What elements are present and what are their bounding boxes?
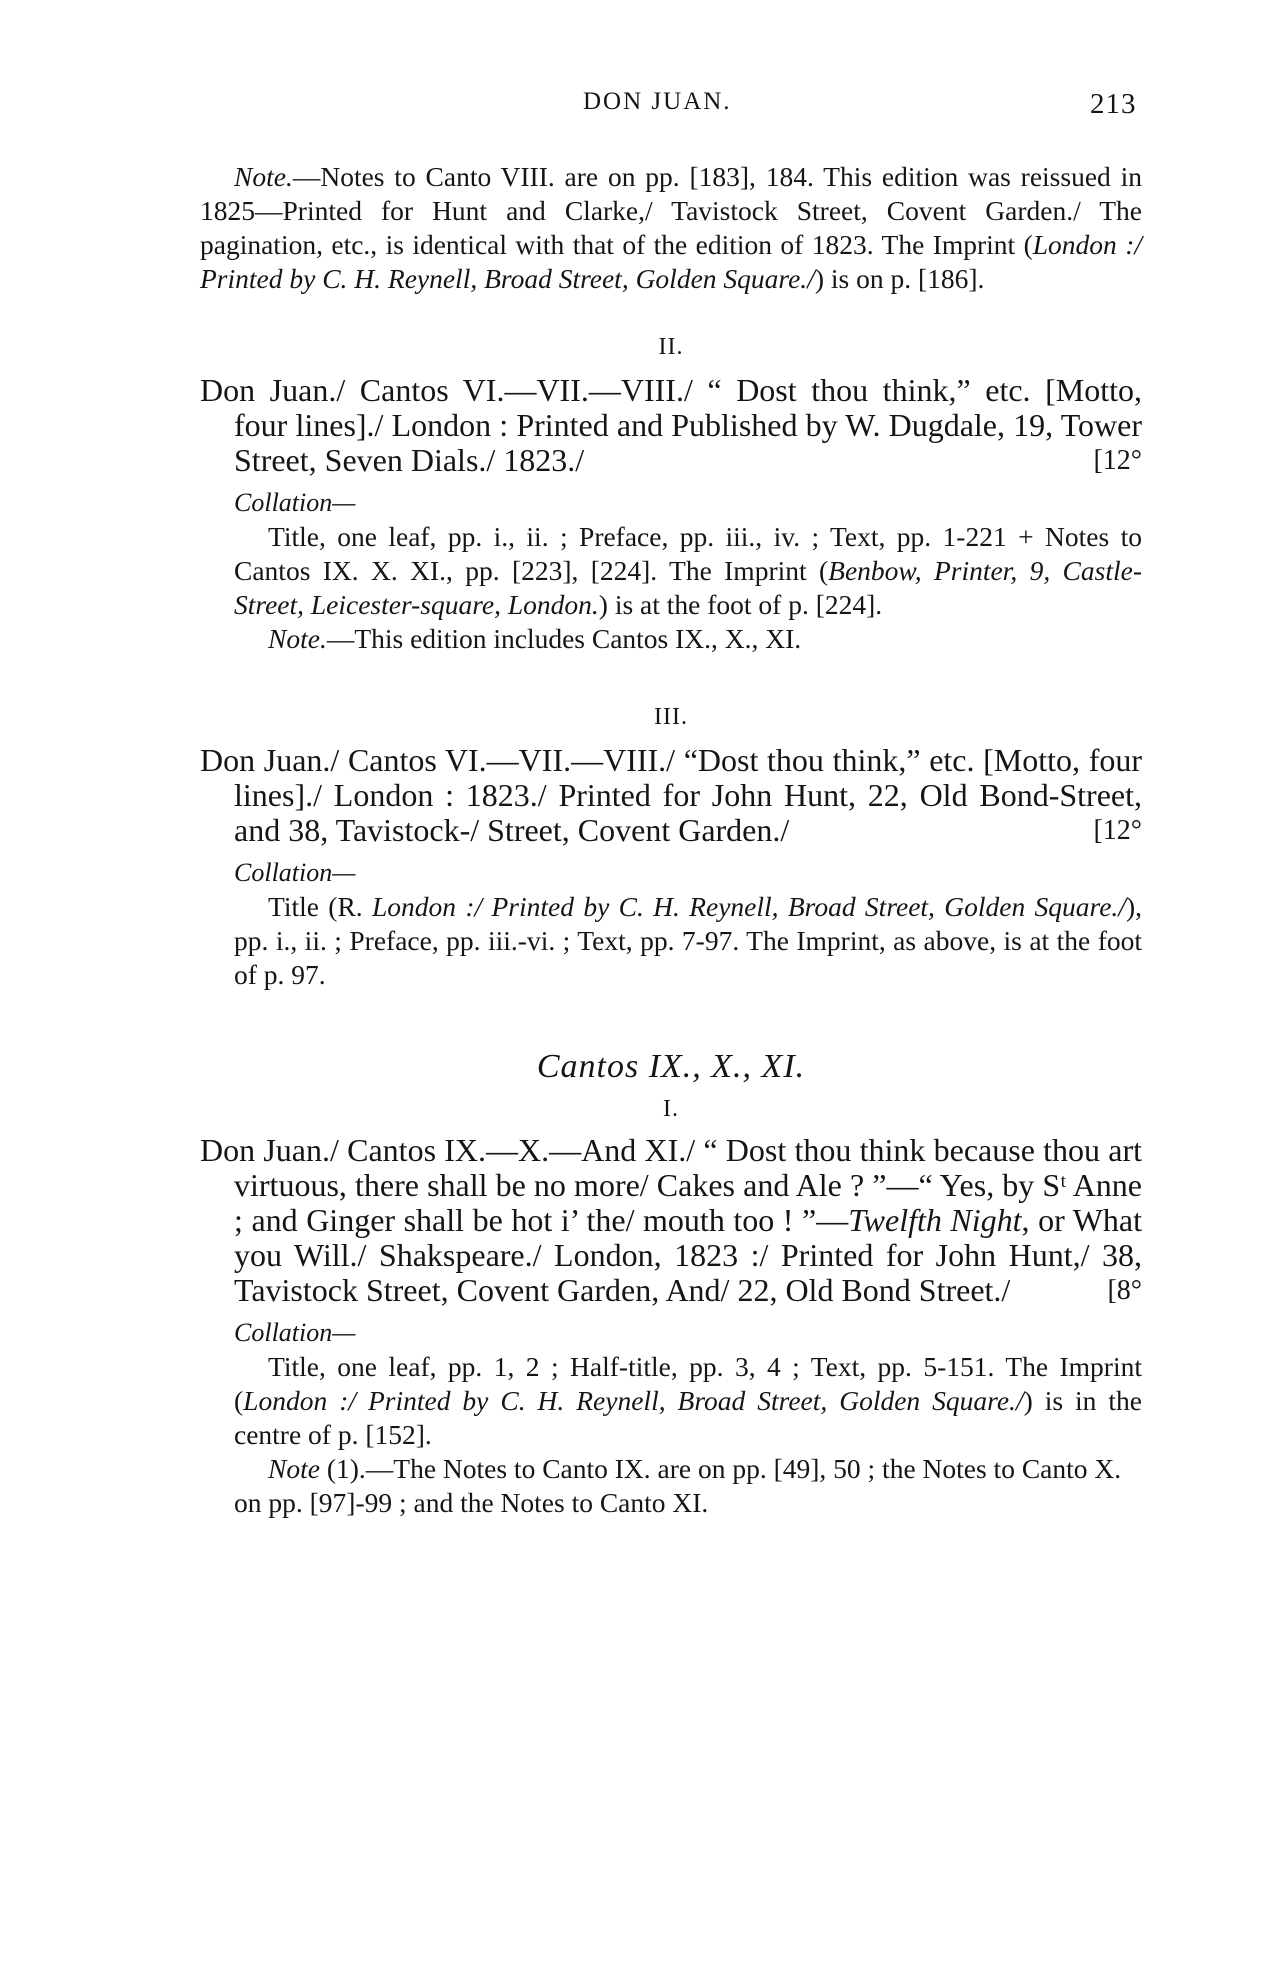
collation-imprint: London :/ Printed by C. H. Reynell, Broad Street, Golden Square./ xyxy=(243,1385,1024,1416)
note-text: —This edition includes Cantos IX., X., XI. xyxy=(326,623,802,654)
intro-note xyxy=(200,160,1142,296)
format-mark: [8° xyxy=(1107,1275,1142,1306)
section-heading: Cantos IX., X., XI. xyxy=(536,1048,806,1085)
note-label: Note xyxy=(268,1453,320,1484)
entry-title-text: Don Juan./ Cantos IX.—X.—And XI./ “ Dost thou think because thou art virtuous, there shall be no more/ Cakes and Ale ? ”—“ Yes, by Sᵗ Anne ; and Ginger shall be hot i’ the/ mouth too ! ”— xyxy=(200,1132,1142,1238)
intro-note-tail: ) is on p. [186]. xyxy=(814,263,985,294)
collation-body: Title, one leaf, pp. 1, 2 ; Half-title, pp. 3, 4 ; Text, pp. 5-151. The Imprint ( xyxy=(234,1351,1142,1416)
collation-text xyxy=(200,1350,1142,1452)
entry-title xyxy=(200,373,1142,478)
entry-number: II. xyxy=(658,334,684,360)
page-body xyxy=(200,160,1142,1520)
intro-note-label: Note. xyxy=(234,161,293,192)
collation-text xyxy=(200,520,1142,622)
collation-label: Collation— xyxy=(234,858,356,887)
collation-imprint: London :/ Printed by C. H. Reynell, Broad Street, Golden Square./ xyxy=(372,891,1126,922)
format-mark: [12° xyxy=(1093,815,1142,846)
entry-number: I. xyxy=(663,1096,679,1122)
collation-label: Collation— xyxy=(234,1318,356,1347)
note-text: (1).—The Notes to Canto IX. are on pp. [49], 50 ; the Notes to Canto X. on pp. [97]-99 ; and the Notes to Canto XI. xyxy=(234,1453,1122,1518)
collation-tail: ) is in the centre of p. [152]. xyxy=(234,1385,1142,1450)
collation-imprint: Benbow, Printer, 9, Castle-Street, Leicester-square, London. xyxy=(234,555,1142,620)
page-number: 213 xyxy=(1090,88,1137,120)
entry-number: III. xyxy=(654,704,688,730)
entry-title xyxy=(200,1133,1142,1308)
page-header xyxy=(0,88,1282,128)
format-mark: [12° xyxy=(1093,445,1142,476)
entry-title xyxy=(200,743,1142,848)
entry-note xyxy=(200,622,1142,656)
collation-tail: ), pp. i., ii. ; Preface, pp. iii.-vi. ; Text, pp. 7-97. The Imprint, as above, is at the foot of p. 97. xyxy=(234,891,1142,990)
entry-title-italic: Twelfth Night xyxy=(848,1202,1022,1238)
entry-note xyxy=(200,1452,1142,1520)
entry-title-text: Don Juan./ Cantos VI.—VII.—VIII./ “ Dost thou think,” etc. [Motto, four lines]./ London : Printed and Published by W. Dugdale, 19, Tower Street, Seven Dials./ 1823./ xyxy=(200,372,1142,478)
entry-title-text: Don Juan./ Cantos VI.—VII.—VIII./ “Dost thou think,” etc. [Motto, four lines]./ London : 1823./ Printed for John Hunt, 22, Old Bond-Street, and 38, Tavistock-/ Street, Covent Garden./ xyxy=(200,742,1142,848)
collation-start: Title (R. xyxy=(268,891,372,922)
intro-note-text: —Notes to Canto VIII. are on pp. [183], 184. This edition was reissued in 1825—Printed for Hunt and Clarke,/ Tavistock Street, Covent Garden./ The pagination, etc., is identical with that of the edition of 1823. The Imprint ( xyxy=(200,161,1142,260)
collation-tail: ) is at the foot of p. [224]. xyxy=(598,589,883,620)
collation-body: Title, one leaf, pp. i., ii. ; Preface, pp. iii., iv. ; Text, pp. 1-221 + Notes to Cantos IX. X. XI., pp. [223], [224]. The Imprint ( xyxy=(234,521,1142,586)
intro-note-imprint: London :/ Printed by C. H. Reynell, Broad Street, Golden Square./ xyxy=(200,229,1142,294)
collation-text xyxy=(200,890,1142,992)
collation-label: Collation— xyxy=(234,488,356,517)
running-title: DON JUAN. xyxy=(583,88,732,115)
note-label: Note. xyxy=(268,623,327,654)
entry-title-tail: , or What you Will./ Shakspeare./ London, 1823 :/ Printed for John Hunt,/ 38, Tavistock Street, Covent Garden, And/ 22, Old Bond Street./ xyxy=(234,1202,1143,1308)
